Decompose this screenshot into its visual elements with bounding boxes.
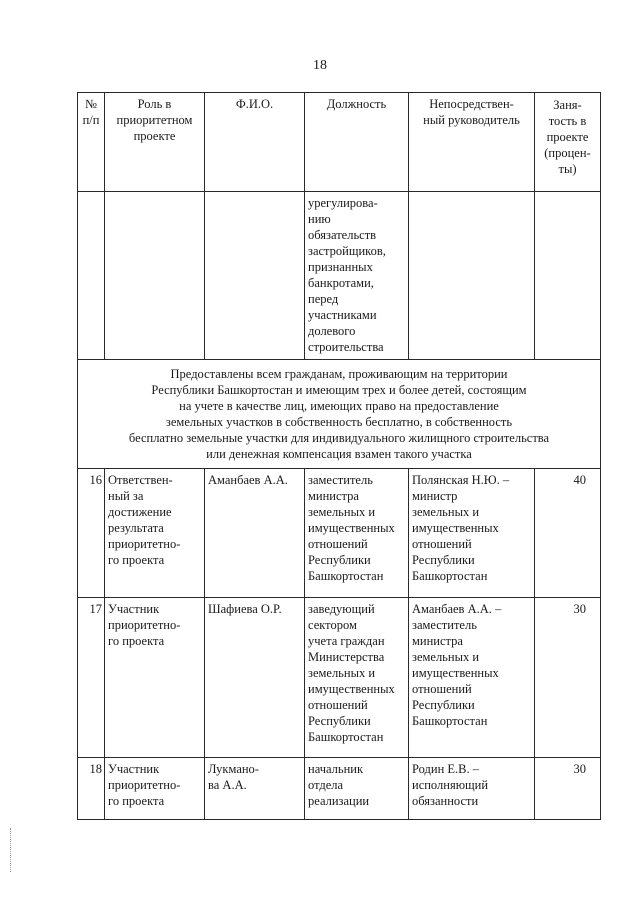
cell-position bbox=[305, 192, 409, 360]
text-line: или денежная компенсация взамен такого участка bbox=[206, 447, 472, 461]
text-line: Башкортостан bbox=[308, 730, 384, 744]
text-line: застройщиков, bbox=[308, 244, 386, 258]
text-line: (процен- bbox=[544, 146, 591, 160]
text-line: участниками bbox=[308, 308, 377, 322]
text-line: земельных участков в собственность бесплатно, в собственность bbox=[165, 415, 513, 429]
participants-table bbox=[77, 92, 601, 820]
text-line: признанных bbox=[308, 260, 373, 274]
cell-role bbox=[105, 598, 205, 758]
text-line: земельных и bbox=[308, 505, 376, 519]
text-line: Аманбаев А.А. – bbox=[412, 602, 502, 616]
table-header-row bbox=[78, 93, 601, 192]
cell-position bbox=[305, 758, 409, 820]
cell-employment: 30 bbox=[535, 598, 601, 758]
cell-no: 17 bbox=[78, 598, 105, 758]
cell-head bbox=[409, 469, 535, 598]
header-head bbox=[409, 93, 535, 192]
text-line: обязательств bbox=[308, 228, 377, 242]
text-line: сектором bbox=[308, 618, 357, 632]
text-line: Лукмано- bbox=[208, 762, 259, 776]
text-line: Роль в bbox=[137, 97, 172, 111]
text-line: Предоставлены всем гражданам, проживающим на территории bbox=[170, 367, 508, 381]
text-line: имущественных bbox=[308, 682, 395, 696]
text-line: Республики bbox=[412, 698, 475, 712]
text-line: достижение bbox=[108, 505, 172, 519]
text-line: учета граждан bbox=[308, 634, 385, 648]
header-role bbox=[105, 93, 205, 192]
text-line: Участник bbox=[108, 762, 160, 776]
text-line: Башкортостан bbox=[412, 714, 488, 728]
text-line: отношений bbox=[412, 682, 472, 696]
page-number: 18 bbox=[313, 58, 327, 73]
cell-position bbox=[305, 598, 409, 758]
text-line: проекте bbox=[133, 129, 176, 143]
cell-head bbox=[409, 192, 535, 360]
text-line: Родин Е.В. – bbox=[412, 762, 479, 776]
text-line: имущественных bbox=[308, 521, 395, 535]
text-line: нию bbox=[308, 212, 331, 226]
text-line: ва А.А. bbox=[208, 778, 247, 792]
text-line: бесплатно земельные участки для индивидуального жилищного строительства bbox=[128, 431, 550, 445]
cell-employment bbox=[535, 192, 601, 360]
table-row bbox=[78, 469, 601, 598]
section-title bbox=[78, 360, 601, 469]
text-line: обязанности bbox=[412, 794, 479, 808]
cell-name bbox=[205, 758, 305, 820]
header-no bbox=[78, 93, 105, 192]
cell-role bbox=[105, 192, 205, 360]
cell-employment: 30 bbox=[535, 758, 601, 820]
text-line: урегулирова- bbox=[308, 196, 378, 210]
text-line: Участник bbox=[108, 602, 160, 616]
text-line: п/п bbox=[82, 113, 100, 127]
text-line: Ответствен- bbox=[108, 473, 173, 487]
text-line: исполняющий bbox=[412, 778, 489, 792]
text-line: отдела bbox=[308, 778, 344, 792]
header-employment bbox=[535, 93, 601, 192]
text-line: отношений bbox=[412, 537, 472, 551]
cell-name bbox=[205, 192, 305, 360]
cell-role bbox=[105, 758, 205, 820]
text-line: Республики bbox=[308, 553, 371, 567]
cell-role bbox=[105, 469, 205, 598]
cell-head bbox=[409, 598, 535, 758]
text-line: Республики bbox=[412, 553, 475, 567]
table-row bbox=[78, 598, 601, 758]
cell-employment: 40 bbox=[535, 469, 601, 598]
text-line: приоритетном bbox=[116, 113, 193, 127]
text-line: тость в bbox=[548, 114, 587, 128]
text-line: перед bbox=[308, 292, 339, 306]
text-line: долевого bbox=[308, 324, 356, 338]
text-line: заместитель bbox=[308, 473, 373, 487]
text-line: го проекта bbox=[108, 794, 165, 808]
text-line: банкротами, bbox=[308, 276, 374, 290]
cell-no: 18 bbox=[78, 758, 105, 820]
margin-dots bbox=[10, 828, 13, 872]
text-line: министр bbox=[412, 489, 458, 503]
text-line: начальник bbox=[308, 762, 364, 776]
text-line: отношений bbox=[308, 698, 368, 712]
text-line: ный руководитель bbox=[423, 113, 520, 127]
text-line: Ф.И.О. bbox=[235, 97, 274, 111]
text-line: земельных и bbox=[412, 505, 480, 519]
text-line: земельных и bbox=[308, 666, 376, 680]
text-line: Республики bbox=[308, 714, 371, 728]
text-line: Башкортостан bbox=[412, 569, 488, 583]
text-line: го проекта bbox=[108, 553, 165, 567]
text-line: Башкортостан bbox=[308, 569, 384, 583]
text-line: Заня- bbox=[553, 98, 582, 112]
text-line: Аманбаев А.А. bbox=[208, 473, 288, 487]
text-line: проекте bbox=[546, 130, 589, 144]
text-line: Шафиева О.Р. bbox=[208, 602, 282, 616]
cell-no: 16 bbox=[78, 469, 105, 598]
text-line: № bbox=[85, 97, 97, 111]
text-line: ный за bbox=[108, 489, 144, 503]
text-line: министра bbox=[412, 634, 463, 648]
text-line: результата bbox=[108, 521, 164, 535]
cell-head bbox=[409, 758, 535, 820]
text-line: приоритетно- bbox=[108, 778, 181, 792]
text-line: приоритетно- bbox=[108, 537, 181, 551]
text-line: Министерства bbox=[308, 650, 385, 664]
text-line: имущественных bbox=[412, 521, 499, 535]
text-line: приоритетно- bbox=[108, 618, 181, 632]
cell-name bbox=[205, 598, 305, 758]
text-line: реализации bbox=[308, 794, 370, 808]
header-name bbox=[205, 93, 305, 192]
header-position bbox=[305, 93, 409, 192]
text-line: министра bbox=[308, 489, 359, 503]
section-row bbox=[78, 360, 601, 469]
cell-name bbox=[205, 469, 305, 598]
text-line: имущественных bbox=[412, 666, 499, 680]
text-line: строительства bbox=[308, 340, 384, 354]
text-line: ты) bbox=[558, 162, 577, 176]
table-row-continued bbox=[78, 192, 601, 360]
text-line: заместитель bbox=[412, 618, 477, 632]
text-line: Должность bbox=[326, 97, 387, 111]
text-line: земельных и bbox=[412, 650, 480, 664]
text-line: Республики Башкортостан и имеющим трех и более детей, состоящим bbox=[151, 383, 527, 397]
text-line: отношений bbox=[308, 537, 368, 551]
text-line: заведующий bbox=[308, 602, 375, 616]
text-line: Полянская Н.Ю. – bbox=[412, 473, 510, 487]
text-line: Непосредствен- bbox=[429, 97, 514, 111]
cell-position bbox=[305, 469, 409, 598]
text-line: на учете в качестве лиц, имеющих право на предоставление bbox=[179, 399, 499, 413]
text-line: го проекта bbox=[108, 634, 165, 648]
cell-no bbox=[78, 192, 105, 360]
table-row bbox=[78, 758, 601, 820]
